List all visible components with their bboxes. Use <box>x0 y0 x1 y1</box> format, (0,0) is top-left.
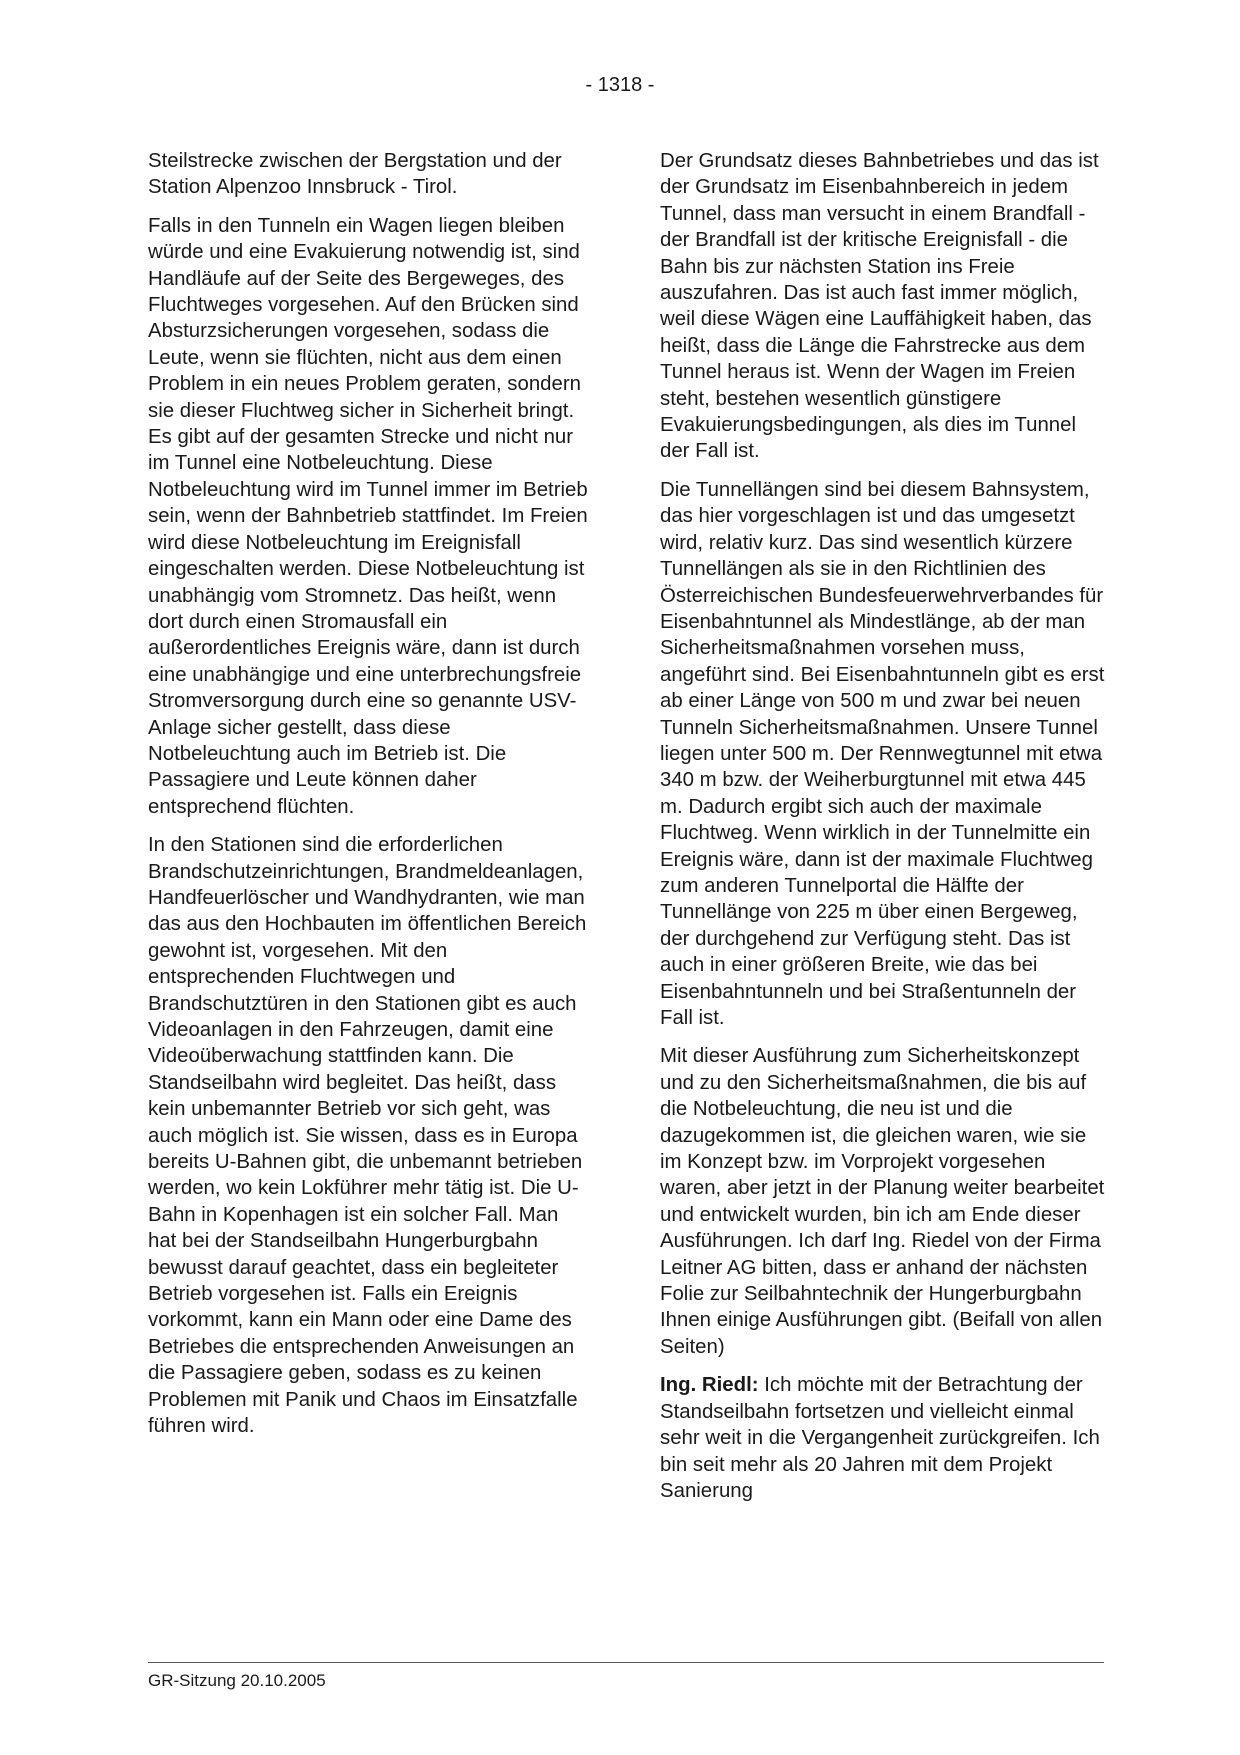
speaker-name: Ing. Riedl: <box>660 1374 759 1397</box>
paragraph: Steilstrecke zwischen der Bergstation und der Station Alpenzoo Innsbruck - Tirol. <box>148 150 562 199</box>
page-number: - 1318 - <box>585 74 655 96</box>
right-column <box>660 148 1106 1516</box>
footer-session-date: GR-Sitzung 20.10.2005 <box>148 1671 326 1690</box>
paragraph: Der Grundsatz dieses Bahnbetriebes und das ist der Grundsatz im Eisenbahnbereich in jedem Tunnel, dass man versucht in einem Brandfall - der Brandfall ist der kritische Ereignisfall - die Bahn bis zur nächsten Station ins Freie auszufahren. Das ist auch fast immer möglich, weil diese Wägen eine Lauffähigkeit haben, das heißt, dass die Länge die Fahrstrecke aus dem Tunnel heraus ist. Wenn der Wagen im Freien steht, bestehen wesentlich günstigere Evakuierungsbedingungen, als dies im Tunnel der Fall ist. <box>660 150 1099 463</box>
paragraph: Die Tunnellängen sind bei diesem Bahnsystem, das hier vorgeschlagen ist und das umgesetzt wird, relativ kurz. Das sind wesentlich kürzere Tunnellängen als sie in den Richtlinien des Österreichischen Bundesfeuerwehrverbandes für Eisenbahntunnel als Mindestlänge, ab der man Sicherheitsmaßnahmen vorsehen muss, angeführt sind. Bei Eisenbahntunneln gibt es erst ab einer Länge von 500 m und zwar bei neuen Tunneln Sicherheitsmaßnahmen. Unsere Tunnel liegen unter 500 m. Der Rennwegtunnel mit etwa 340 m bzw. der Weiherburgtunnel mit etwa 445 m. Dadurch ergibt sich auch der maximale Fluchtweg. Wenn wirklich in der Tunnelmitte ein Ereignis wäre, dann ist der maximale Fluchtweg zum anderen Tunnelportal die Hälfte der Tunnellänge von 225 m über einen Bergeweg, der durchgehend zur Verfügung steht. Das ist auch in einer größeren Breite, wie das bei Eisenbahntunneln und bei Straßentunneln der Fall ist. <box>660 478 1105 1029</box>
paragraph: Falls in den Tunneln ein Wagen liegen bleiben würde und eine Evakuierung notwendig ist, sind Handläufe auf der Seite des Bergeweges, des Fluchtweges vorgesehen. Auf den Brücken sind Absturzsicherungen vorgesehen, sodass die Leute, wenn sie flüchten, nicht aus dem einen Problem in ein neues Problem geraten, sondern sie dieser Fluchtweg sicher in Sicherheit bringt. Es gibt auf der gesamten Strecke und nicht nur im Tunnel eine Notbeleuchtung. Diese Notbeleuchtung wird im Tunnel immer im Betrieb sein, wenn der Bahnbetrieb stattfindet. Im Freien wird diese Notbeleuchtung im Ereignisfall eingeschalten werden. Diese Notbeleuchtung ist unabhängig vom Stromnetz. Das heißt, wenn dort durch einen Stromausfall ein außerordentliches Ereignis wäre, dann ist durch eine unabhängige und eine unterbrechungsfreie Stromversorgung durch eine so genannte USV-Anlage sicher gestellt, dass diese Notbeleuchtung auch im Betrieb ist. Die Passagiere und Leute können daher entsprechend flüchten. <box>148 214 588 818</box>
speaker-paragraph <box>660 1372 1106 1504</box>
footer-divider <box>148 1662 1104 1663</box>
paragraph: In den Stationen sind die erforderlichen Brandschutzeinrichtungen, Brandmeldeanlagen, Handfeuerlöscher und Wandhydranten, wie man das aus den Hochbauten im öffentlichen Bereich gewohnt ist, vorgesehen. Mit den entsprechenden Fluchtwegen und Brandschutztüren in den Stationen gibt es auch Videoanlagen in den Fahrzeugen, damit eine Videoüberwachung stattfinden kann. Die Standseilbahn wird begleitet. Das heißt, dass kein unbemannter Betrieb vor sich geht, was auch möglich ist. Sie wissen, dass es in Europa bereits U-Bahnen gibt, die unbemannt betrieben werden, wo kein Lokführer mehr tätig ist. Die U-Bahn in Kopenhagen ist ein solcher Fall. Man hat bei der Standseilbahn Hungerburgbahn bewusst darauf geachtet, dass ein begleiteter Betrieb vorgesehen ist. Falls ein Ereignis vorkommt, kann ein Mann oder eine Dame des Betriebes die entsprechenden Anweisungen an die Passagiere geben, sodass es zu keinen Problemen mit Panik und Chaos im Einsatzfalle führen wird. <box>148 834 587 1438</box>
left-column <box>148 148 588 1452</box>
paragraph: Mit dieser Ausführung zum Sicherheitskonzept und zu den Sicherheitsmaßnahmen, die bis auf die Notbeleuchtung, die neu ist und die dazugekommen ist, die gleichen waren, wie sie im Konzept bzw. im Vorprojekt vorgesehen waren, aber jetzt in der Planung weiter bearbeitet und entwickelt wurden, bin ich am Ende dieser Ausführungen. Ich darf Ing. Riedel von der Firma Leitner AG bitten, dass er anhand der nächsten Folie zur Seilbahntechnik der Hungerburgbahn Ihnen einige Ausführungen gibt. (Beifall von allen Seiten) <box>660 1045 1105 1358</box>
speaker-text: Ich möchte mit der Betrachtung der Standseilbahn fortsetzen und vielleicht einmal sehr weit in die Vergangenheit zurückgreifen. Ich bin seit mehr als 20 Jahren mit dem Projekt Sanierung <box>660 1374 1100 1502</box>
